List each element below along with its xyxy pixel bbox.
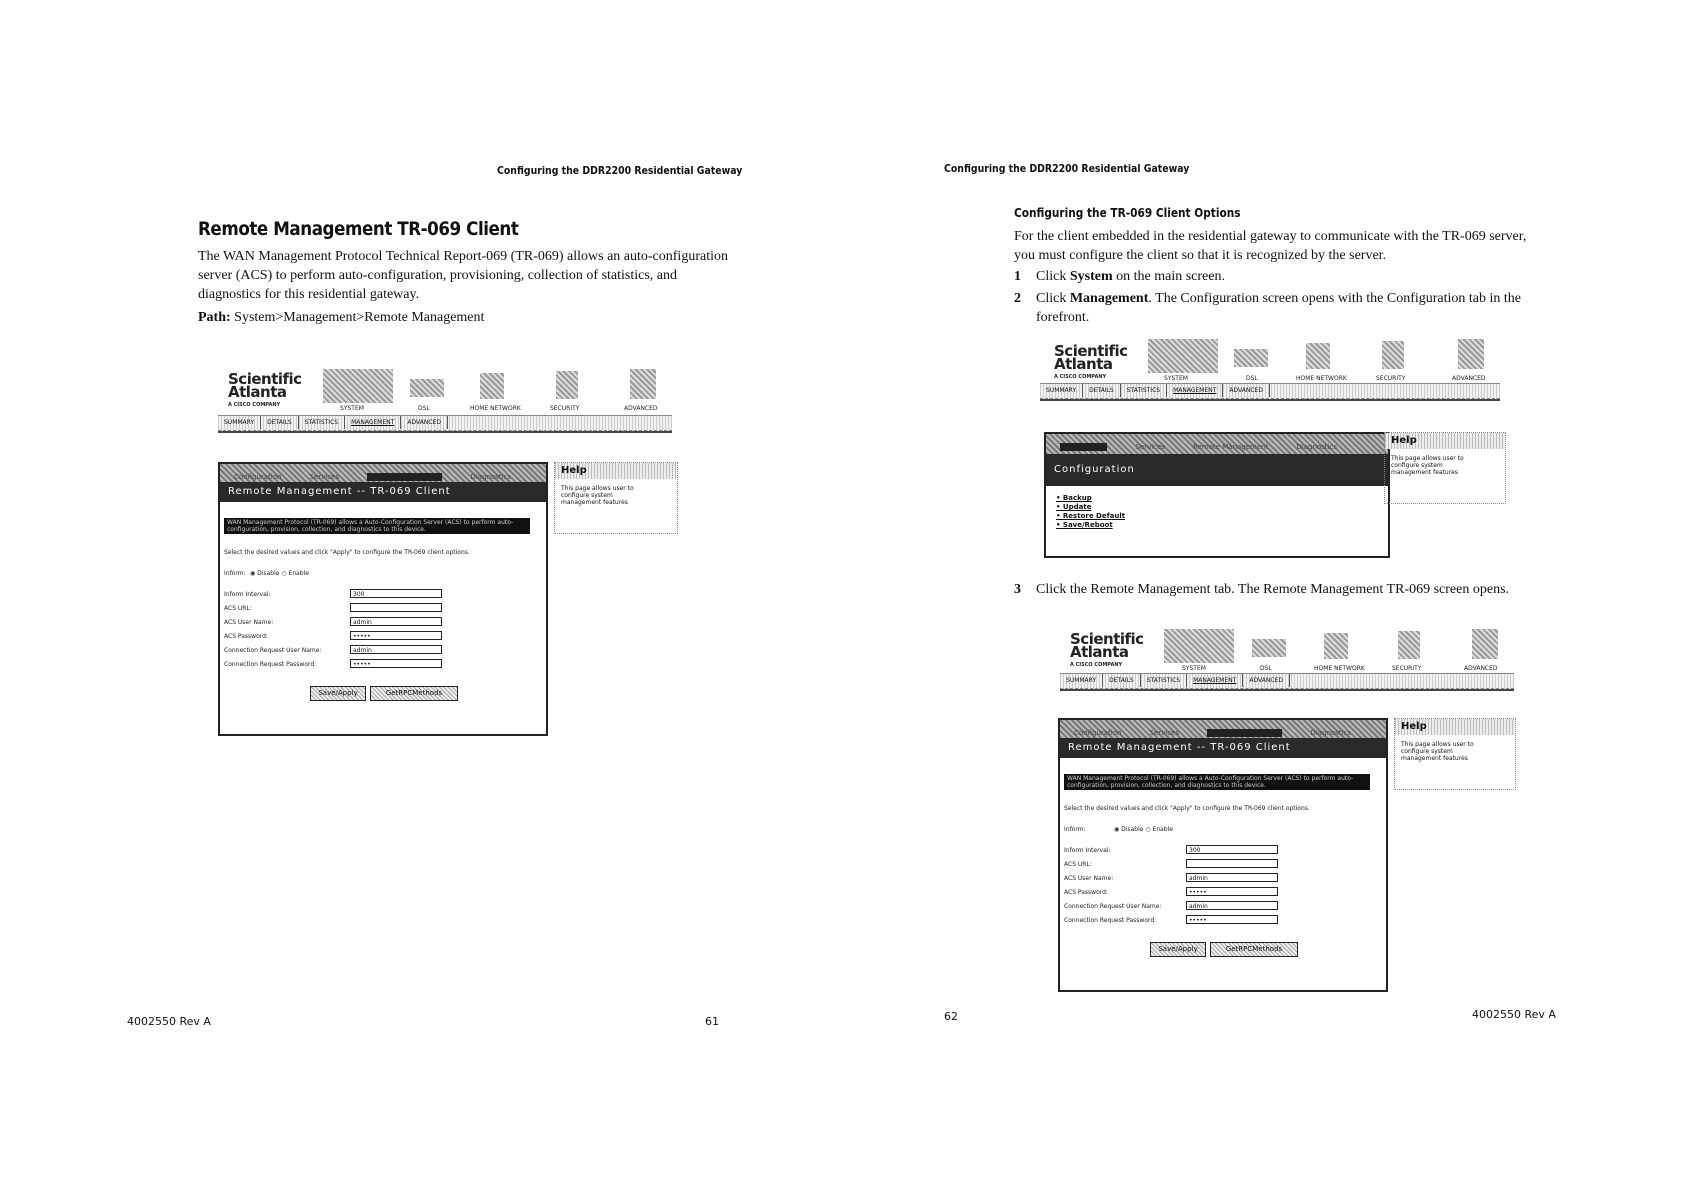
right-footer-doc-number: 4002550 Rev A: [1472, 1008, 1556, 1021]
acs-url-input[interactable]: [1186, 859, 1278, 868]
step-1-text: Click System on the main screen.: [1036, 269, 1225, 284]
field-label-conn-password: Connection Request Password:: [1064, 917, 1157, 924]
left-intro-paragraph: The WAN Management Protocol Technical Report-069 (TR-069) allows an auto-configuration server (ACS) to perform auto-configuration, provisioning, collection of statistics, and diagnostics for this residential gateway.: [198, 249, 728, 302]
nav-home-network[interactable]: HOME NETWORK: [1314, 665, 1365, 672]
acs-user-input[interactable]: admin: [1186, 873, 1278, 882]
field-label-acs-user: ACS User Name:: [1064, 875, 1114, 882]
inform-enable-label: Enable: [1152, 826, 1173, 833]
subnav-advanced[interactable]: ADVANCED: [401, 416, 448, 429]
help-title: Help: [1395, 719, 1515, 735]
router-icon[interactable]: [1148, 339, 1218, 373]
step-3-text: Click the Remote Management tab. The Remote Management TR-069 screen opens.: [1036, 582, 1510, 597]
right-subnav-2: [1060, 673, 1514, 689]
step-2-text: Click Management. The Configuration screen opens with the Configuration tab in the forefront.: [1036, 291, 1521, 325]
gears-icon[interactable]: [630, 369, 656, 399]
configuration-panel: [1044, 432, 1390, 558]
tab-diagnostics[interactable]: Diagnostics: [1310, 729, 1351, 737]
config-titlebar: [1046, 454, 1388, 486]
conn-password-input[interactable]: •••••: [1186, 915, 1278, 924]
right-section-subtitle: Configuring the TR-069 Client Options: [1014, 206, 1241, 220]
acs-user-input[interactable]: admin: [350, 617, 442, 626]
save-apply-button[interactable]: Save/Apply: [1150, 942, 1206, 957]
arrows-icon[interactable]: [1234, 349, 1268, 367]
padlock-icon[interactable]: [556, 371, 578, 399]
get-rpc-methods-button[interactable]: GetRPCMethods: [1210, 942, 1298, 957]
right-panel-titlebar: [1060, 738, 1386, 758]
help-title: Help: [1385, 433, 1505, 449]
inform-interval-input[interactable]: 300: [350, 589, 442, 598]
tab-diagnostics[interactable]: Diagnostics: [1296, 443, 1337, 451]
config-panel-tabs: [1046, 434, 1388, 454]
nav-dsl[interactable]: DSL: [1246, 375, 1258, 382]
logo-tag: A CISCO COMPANY: [228, 402, 281, 408]
link-update[interactable]: • Update: [1056, 503, 1125, 512]
left-help-title: Help: [555, 463, 677, 479]
save-apply-button[interactable]: Save/Apply: [310, 686, 366, 701]
field-label-acs-password: ACS Password:: [224, 633, 268, 640]
tab-configuration[interactable]: Configuration: [234, 473, 282, 481]
subnav-management[interactable]: MANAGEMENT: [1187, 674, 1243, 687]
right-help-box-2: [1394, 718, 1516, 790]
tab-remote-management[interactable]: Remote Management: [1207, 729, 1283, 737]
left-footer-page-number: 61: [705, 1015, 719, 1028]
acs-password-input[interactable]: •••••: [350, 631, 442, 640]
right-subnav-1: [1040, 383, 1500, 399]
tab-configuration[interactable]: Configuration: [1074, 729, 1122, 737]
conn-password-input[interactable]: •••••: [350, 659, 442, 668]
field-label-conn-password: Connection Request Password:: [224, 661, 317, 668]
logo-line1: Scientific: [228, 370, 302, 388]
get-rpc-methods-button[interactable]: GetRPCMethods: [370, 686, 458, 701]
nav-dsl[interactable]: DSL: [418, 405, 430, 412]
computer-icon[interactable]: [1306, 343, 1330, 369]
field-label-acs-user: ACS User Name:: [224, 619, 274, 626]
nav-security[interactable]: SECURITY: [1392, 665, 1422, 672]
inform-disable-radio[interactable]: ◉: [1114, 826, 1120, 833]
right-panel-instruction: Select the desired values and click "Apply" to configure the TR-069 client options.: [1064, 805, 1310, 812]
left-panel-tabs: [220, 464, 546, 482]
inform-options: [1114, 826, 1173, 833]
router-icon[interactable]: [323, 369, 393, 403]
left-help-text: This page allows user to configure system management features: [561, 485, 634, 506]
tab-services[interactable]: Services: [1135, 443, 1166, 451]
scientific-atlanta-logo: [228, 370, 302, 412]
padlock-icon[interactable]: [1382, 341, 1404, 369]
left-help-box: [554, 462, 678, 534]
gears-icon[interactable]: [1458, 339, 1484, 369]
padlock-icon[interactable]: [1398, 631, 1420, 659]
field-label-inform-interval: Inform Interval:: [1064, 847, 1111, 854]
gears-icon[interactable]: [1472, 629, 1498, 659]
right-gui-banner-1: [1040, 337, 1500, 401]
nav-advanced[interactable]: ADVANCED: [1452, 375, 1486, 382]
tab-services[interactable]: Services: [1149, 729, 1180, 737]
field-label-conn-user: Connection Request User Name:: [224, 647, 322, 654]
step-2: [1014, 289, 1544, 329]
computer-icon[interactable]: [480, 373, 504, 399]
field-label-acs-url: ACS URL:: [1064, 861, 1092, 868]
nav-advanced[interactable]: ADVANCED: [1464, 665, 1498, 672]
arrows-icon[interactable]: [1252, 639, 1286, 657]
nav-security[interactable]: SECURITY: [550, 405, 580, 412]
inform-options: [250, 570, 309, 577]
inform-label: Inform:: [1064, 826, 1086, 833]
field-label-acs-password: ACS Password:: [1064, 889, 1108, 896]
path-value: System>Management>Remote Management: [234, 310, 485, 325]
right-panel-title: Remote Management -- TR-069 Client: [1068, 742, 1291, 753]
scientific-atlanta-logo: Scientific Atlanta A CISCO COMPANY: [1054, 342, 1128, 380]
step-1: [1014, 267, 1544, 286]
subnav-statistics[interactable]: STATISTICS: [1141, 674, 1187, 687]
left-page-title: Remote Management TR-069 Client: [198, 218, 519, 240]
link-save-reboot[interactable]: • Save/Reboot: [1056, 521, 1125, 530]
link-restore-default[interactable]: • Restore Default: [1056, 512, 1125, 521]
inform-enable-radio[interactable]: ○: [1145, 826, 1151, 833]
left-running-header: Configuring the DDR2200 Residential Gateway: [497, 164, 743, 177]
tab-remote-management[interactable]: Remote Management: [367, 473, 443, 481]
left-panel-titlebar: [220, 482, 546, 502]
field-label-inform-interval: Inform Interval:: [224, 591, 271, 598]
right-running-header: Configuring the DDR2200 Residential Gateway: [944, 162, 1190, 175]
subnav-summary[interactable]: SUMMARY: [1060, 674, 1103, 687]
config-title: Configuration: [1054, 464, 1135, 475]
path-label: Path:: [198, 310, 231, 325]
inform-disable-label: Disable: [257, 570, 280, 577]
inform-label: Inform:: [224, 570, 246, 577]
nav-system[interactable]: SYSTEM: [1182, 665, 1206, 672]
right-gui-banner-2: [1060, 625, 1514, 691]
right-footer-page-number: 62: [944, 1010, 958, 1023]
tab-remote-management[interactable]: Remote Management: [1193, 443, 1269, 451]
subnav-details[interactable]: DETAILS: [261, 416, 299, 429]
nav-security[interactable]: SECURITY: [1376, 375, 1406, 382]
computer-icon[interactable]: [1324, 633, 1348, 659]
right-panel-tabs: [1060, 720, 1386, 738]
subnav-advanced[interactable]: ADVANCED: [1243, 674, 1290, 687]
scientific-atlanta-logo: Scientific Atlanta A CISCO COMPANY: [1070, 630, 1144, 668]
subnav-management[interactable]: MANAGEMENT: [1167, 384, 1223, 397]
inform-interval-input[interactable]: 300: [1186, 845, 1278, 854]
field-label-acs-url: ACS URL:: [224, 605, 252, 612]
right-panel-description: WAN Management Protocol (TR-069) allows a Auto-Configuration Server (ACS) to perform auto-configuration, provision, collection, and diagnostics to this device.: [1064, 774, 1370, 790]
nav-system[interactable]: SYSTEM: [340, 405, 364, 412]
subnav-advanced[interactable]: ADVANCED: [1223, 384, 1270, 397]
nav-home-network[interactable]: HOME NETWORK: [470, 405, 521, 412]
subnav-details[interactable]: DETAILS: [1083, 384, 1121, 397]
step-3: [1014, 580, 1544, 620]
left-remote-management-panel: [218, 462, 548, 736]
inform-disable-radio[interactable]: ◉: [250, 570, 256, 577]
conn-user-input[interactable]: admin: [1186, 901, 1278, 910]
field-label-conn-user: Connection Request User Name:: [1064, 903, 1162, 910]
step-1-number: 1: [1014, 269, 1021, 284]
conn-user-input[interactable]: admin: [350, 645, 442, 654]
right-help-box-1: [1384, 432, 1506, 504]
step-2-number: 2: [1014, 291, 1021, 306]
help-text: This page allows user to configure system management features: [1391, 455, 1464, 476]
left-subnav: [218, 415, 672, 431]
router-icon[interactable]: [1164, 629, 1234, 663]
link-backup[interactable]: • Backup: [1056, 494, 1125, 503]
inform-disable-label: Disable: [1121, 826, 1144, 833]
inform-enable-label: Enable: [288, 570, 309, 577]
config-links: [1056, 494, 1125, 530]
nav-home-network[interactable]: HOME NETWORK: [1296, 375, 1347, 382]
acs-url-input[interactable]: [350, 603, 442, 612]
help-text: This page allows user to configure system management features: [1401, 741, 1474, 762]
subnav-summary[interactable]: SUMMARY: [1040, 384, 1083, 397]
tab-diagnostics[interactable]: Diagnostics: [470, 473, 511, 481]
logo-line2: Atlanta: [228, 383, 287, 401]
acs-password-input[interactable]: •••••: [1186, 887, 1278, 896]
subnav-summary[interactable]: SUMMARY: [218, 416, 261, 429]
right-remote-management-panel: [1058, 718, 1388, 992]
right-intro-paragraph: For the client embedded in the residential gateway to communicate with the TR-069 server, you must configure the client so that it is recognized by the server.: [1014, 229, 1527, 263]
inform-enable-radio[interactable]: ○: [281, 570, 287, 577]
step-3-number: 3: [1014, 582, 1021, 597]
left-panel-description: WAN Management Protocol (TR-069) allows a Auto-Configuration Server (ACS) to perform auto-configuration, provision, collection, and diagnostics to this device.: [224, 518, 530, 534]
left-gui-banner: [218, 365, 672, 433]
nav-system[interactable]: SYSTEM: [1164, 375, 1188, 382]
nav-advanced[interactable]: ADVANCED: [624, 405, 658, 412]
nav-dsl[interactable]: DSL: [1260, 665, 1272, 672]
subnav-details[interactable]: DETAILS: [1103, 674, 1141, 687]
left-panel-title: Remote Management -- TR-069 Client: [228, 486, 451, 497]
tab-configuration[interactable]: Configuration: [1060, 443, 1108, 451]
left-panel-instruction: Select the desired values and click "Apply" to configure the TR-069 client options.: [224, 549, 470, 556]
subnav-management[interactable]: MANAGEMENT: [345, 416, 401, 429]
subnav-statistics[interactable]: STATISTICS: [1121, 384, 1167, 397]
left-path-line: [198, 308, 484, 327]
subnav-statistics[interactable]: STATISTICS: [299, 416, 345, 429]
tab-services[interactable]: Services: [309, 473, 340, 481]
arrows-icon[interactable]: [410, 379, 444, 397]
left-footer-doc-number: 4002550 Rev A: [127, 1015, 211, 1028]
